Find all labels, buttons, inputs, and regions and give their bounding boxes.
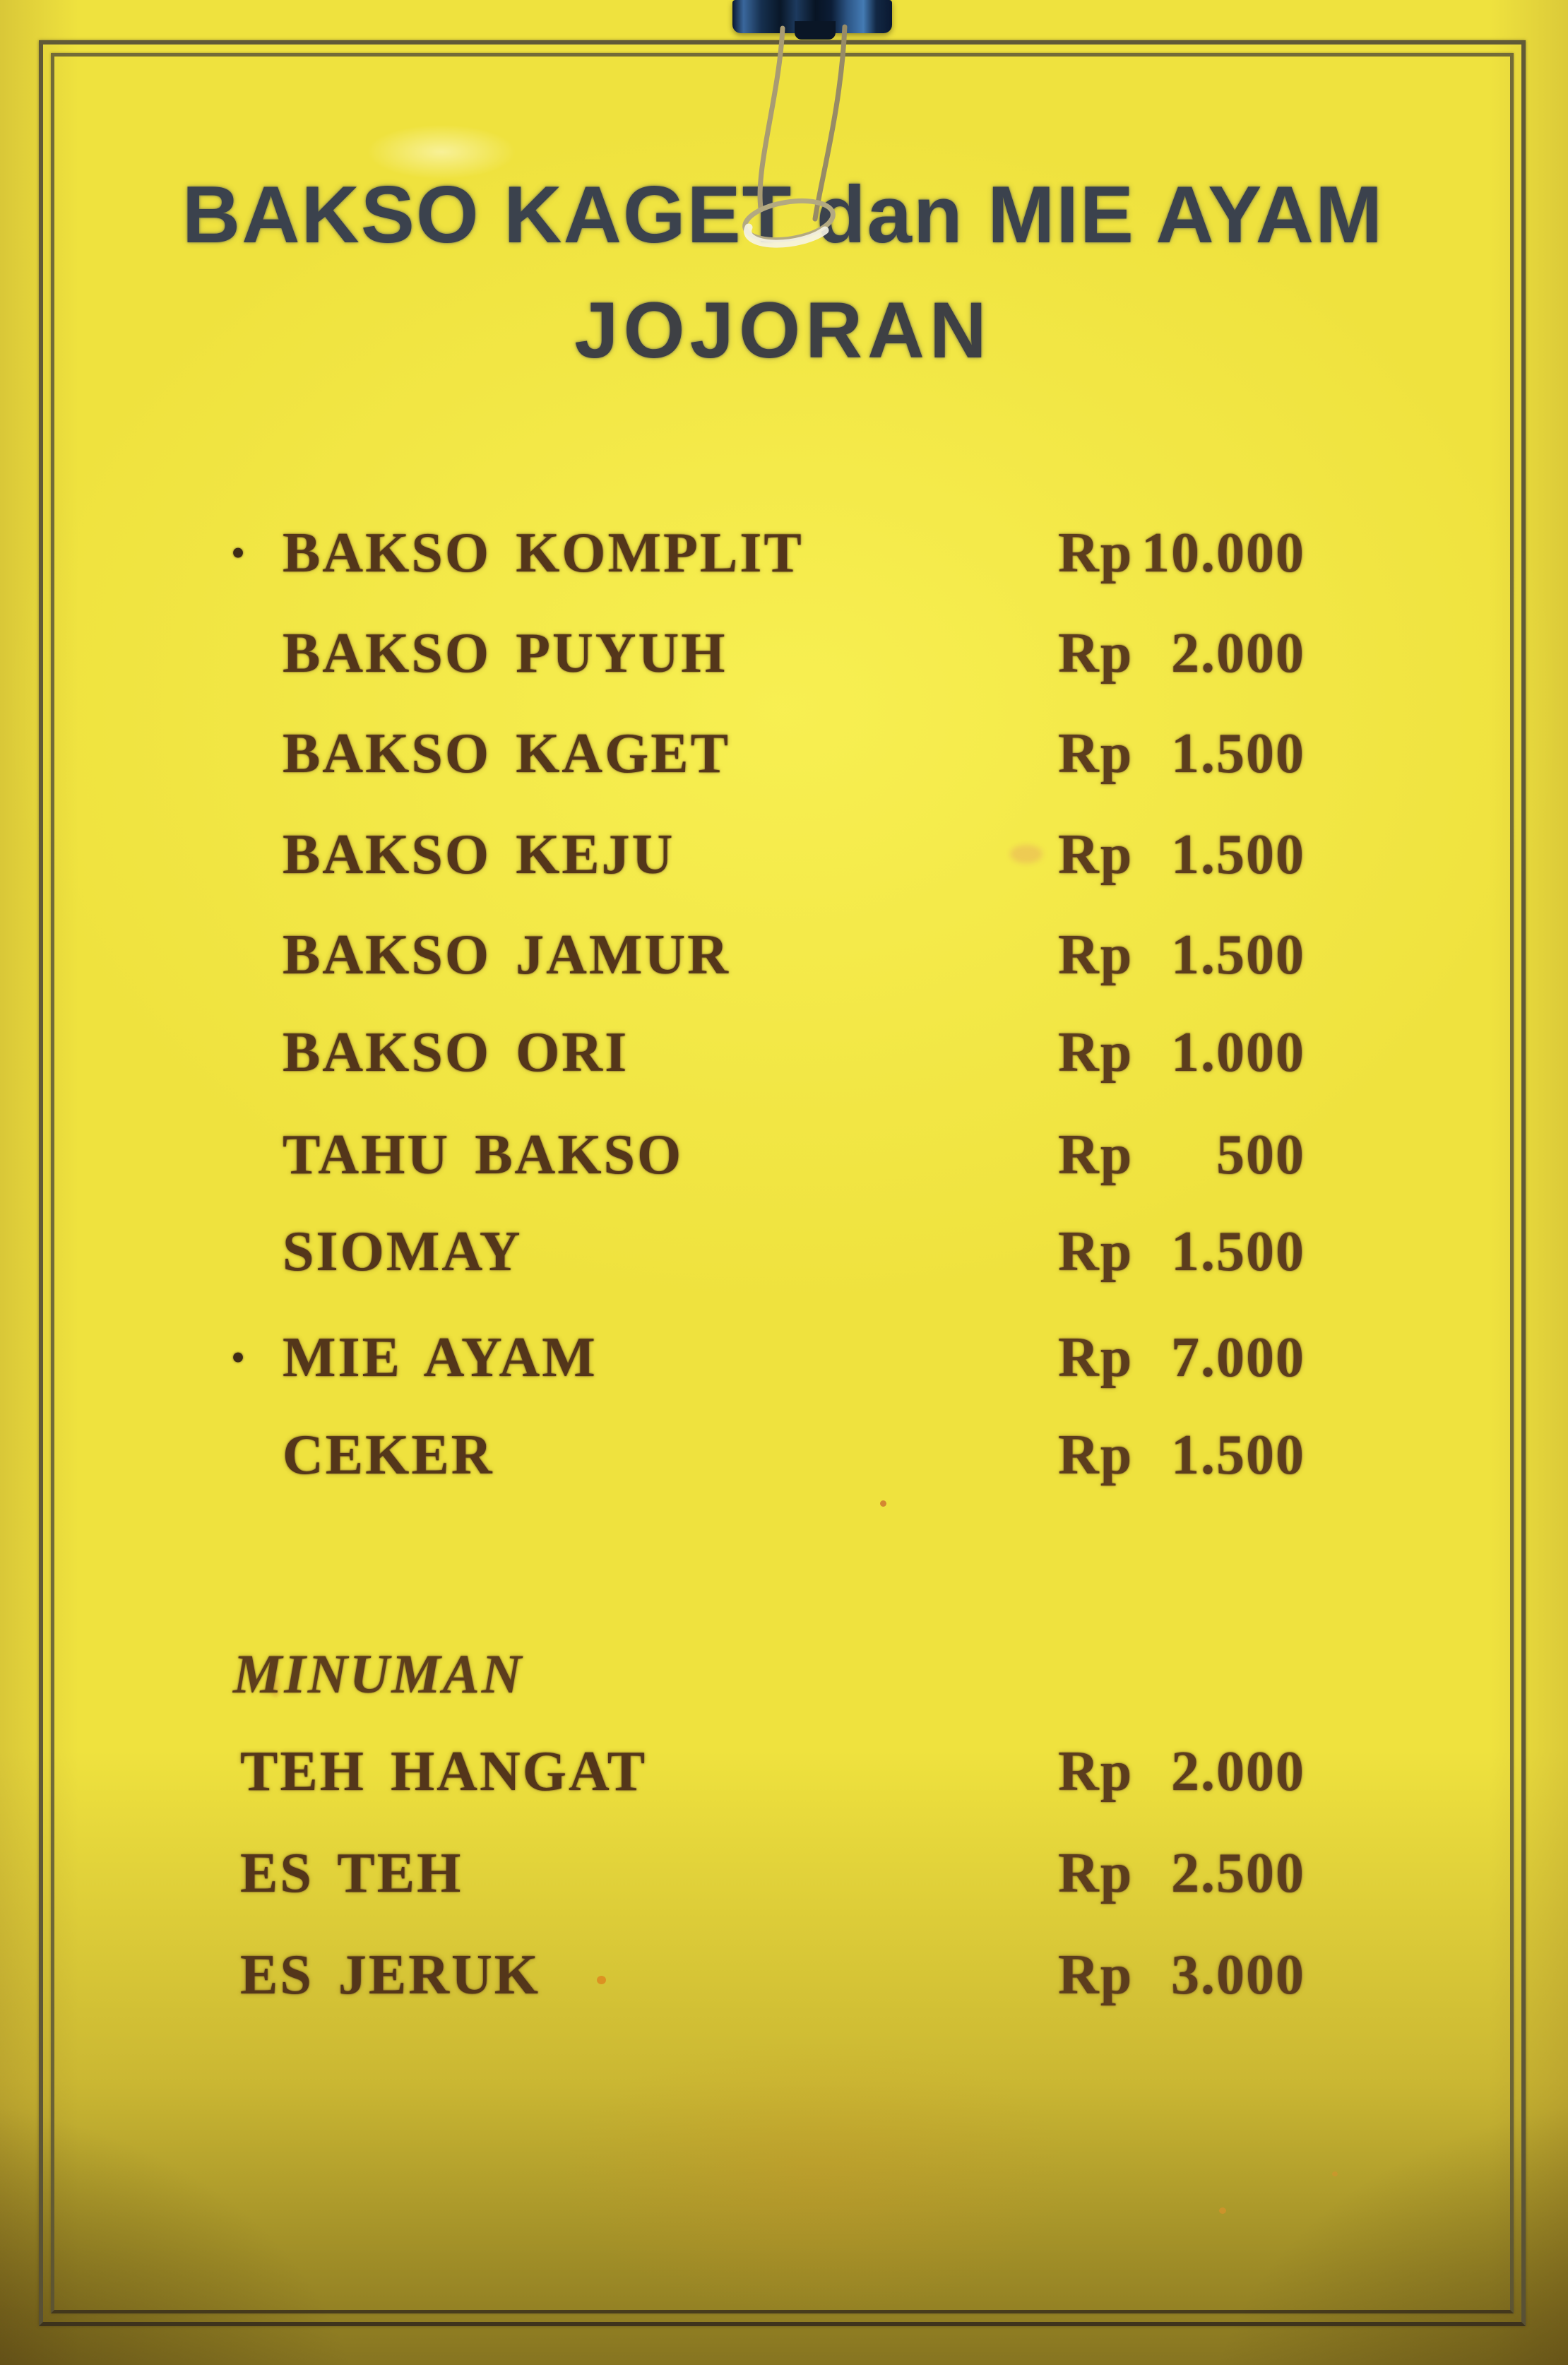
paper-speck	[1332, 2171, 1338, 2176]
menu-row	[0, 819, 1568, 890]
currency-label: Rp	[1058, 1842, 1134, 1904]
item-name: MIE AYAM	[283, 1327, 598, 1389]
item-name: TAHU BAKSO	[283, 1124, 684, 1186]
menu-row	[0, 1216, 1568, 1287]
item-name: BAKSO JAMUR	[283, 924, 730, 986]
price-value: 7.000	[1171, 1327, 1305, 1389]
item-price	[1058, 920, 1305, 990]
item-price	[1058, 1736, 1305, 1807]
currency-label: Rp	[1058, 1124, 1134, 1186]
item-name: BAKSO KEJU	[283, 824, 675, 886]
item-price	[1058, 518, 1305, 588]
menu-title-line1: BAKSO KAGET dan MIE AYAM	[182, 170, 1384, 260]
price-value: 1.500	[1171, 1424, 1305, 1486]
menu-row	[0, 618, 1568, 689]
currency-label: Rp	[1058, 1327, 1134, 1389]
price-value: 10.000	[1141, 522, 1305, 584]
item-price	[1058, 1420, 1305, 1490]
price-value: 1.500	[1171, 1221, 1305, 1283]
menu-row	[0, 1120, 1568, 1190]
menu-row	[0, 1420, 1568, 1490]
price-value: 2.000	[1171, 622, 1305, 684]
price-value: 1.500	[1171, 924, 1305, 986]
item-name: BAKSO PUYUH	[283, 622, 727, 684]
currency-label: Rp	[1058, 723, 1134, 785]
item-price	[1058, 718, 1305, 789]
currency-label: Rp	[1058, 824, 1134, 886]
bullet-icon: •	[230, 1334, 246, 1380]
menu-row	[0, 718, 1568, 789]
menu-row	[0, 920, 1568, 990]
item-price	[1058, 1120, 1305, 1190]
item-name: BAKSO KOMPLIT	[283, 522, 804, 584]
currency-label: Rp	[1058, 1424, 1134, 1486]
item-name: ES JERUK	[240, 1944, 540, 2006]
menu-title-line2: JOJORAN	[574, 286, 992, 374]
item-price	[1058, 1322, 1305, 1393]
item-name: ES TEH	[240, 1842, 463, 1904]
section-label-minuman: MINUMAN	[233, 1643, 524, 1705]
price-value: 3.000	[1171, 1944, 1305, 2006]
price-value: 1.500	[1171, 723, 1305, 785]
menu-row	[0, 1838, 1568, 1909]
paper-speck	[880, 1500, 886, 1507]
item-name: SIOMAY	[283, 1221, 523, 1283]
menu-row	[0, 1736, 1568, 1807]
price-value: 500	[1216, 1124, 1305, 1186]
currency-label: Rp	[1058, 522, 1134, 584]
menu-row	[0, 518, 1568, 588]
item-name: BAKSO KAGET	[283, 723, 731, 785]
paper-speck	[1219, 2207, 1226, 2214]
price-value: 1.000	[1171, 1021, 1305, 1084]
item-price	[1058, 1216, 1305, 1287]
price-value: 2.000	[1171, 1741, 1305, 1803]
item-name: CEKER	[283, 1424, 494, 1486]
currency-label: Rp	[1058, 924, 1134, 986]
item-price	[1058, 1017, 1305, 1088]
item-price	[1058, 1838, 1305, 1909]
bullet-icon: •	[230, 530, 246, 576]
price-value: 2.500	[1171, 1842, 1305, 1904]
clip-wire	[692, 18, 918, 259]
item-name: TEH HANGAT	[240, 1741, 648, 1803]
item-price	[1058, 1940, 1305, 2010]
price-value: 1.500	[1171, 824, 1305, 886]
currency-label: Rp	[1058, 1741, 1134, 1803]
menu-row	[0, 1322, 1568, 1393]
item-price	[1058, 819, 1305, 890]
currency-label: Rp	[1058, 1021, 1134, 1084]
item-price	[1058, 618, 1305, 689]
menu-row	[0, 1940, 1568, 2010]
currency-label: Rp	[1058, 622, 1134, 684]
currency-label: Rp	[1058, 1944, 1134, 2006]
currency-label: Rp	[1058, 1221, 1134, 1283]
item-name: BAKSO ORI	[283, 1021, 629, 1084]
menu-row	[0, 1017, 1568, 1088]
